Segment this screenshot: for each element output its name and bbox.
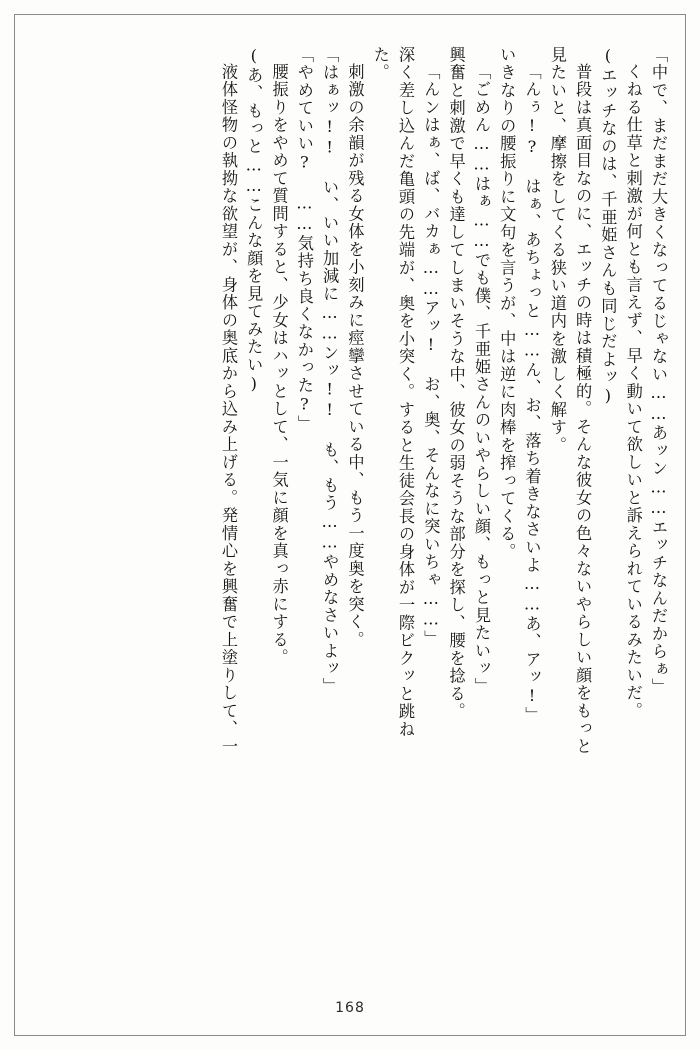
text-line: 液体怪物の執拗な欲望が、身体の奥底から込み上げる。発情心を興奮で上塗りして、一 (218, 63, 238, 756)
text-line: (あ、もっと……こんな顔を見てみたい) (244, 46, 264, 395)
text-line: 腰振りをやめて質問すると、少女はハッとして、一気に顔を真っ赤にする。 (269, 63, 289, 667)
text-line: 「中で、まだまだ大きくなってるじゃない……あッン……エッチなんだからぁ」 (649, 46, 668, 697)
text-line: 普段は真面目なのに、エッチの時は積極的。そんな彼女の色々ないやらしい顔をもっと (573, 63, 593, 756)
page-number: 168 (335, 1000, 365, 1016)
text-line: 興奮と刺激で早くも達してしまいそうな中、彼女の弱そうな部分を探し、腰を捻る。 (446, 46, 466, 721)
text-line: 「んンはぁ、ば、バカぁ……アッ! お、奥、そんなに突いちゃ……」 (421, 63, 441, 648)
text-line: 刺激の余韻が残る女体を小刻みに痙攣させている中、もう一度奥を突く。 (345, 63, 365, 649)
text-line: 「はぁッ!! い、いい加減に……ンッ!! も、もう……やめなさいよッ」 (320, 46, 340, 696)
text-line: 「んぅ!? はぁ、あちょっと……ん、お、落ち着きなさいよ……あ、アッ!」 (522, 63, 542, 725)
text-line: た。 (370, 46, 390, 82)
text-line: いきなりの腰振りに文句を言うが、中は逆に肉棒を搾ってくる。 (497, 46, 517, 561)
text-line: 見たいと、摩擦をしてくる狭い道内を激しく解す。 (547, 46, 567, 455)
vertical-text-body (34, 46, 666, 976)
text-line: 深く差し込んだ亀頭の先端が、奥を小突く。すると生徒会長の身体が一際ビクッと跳ね (396, 46, 416, 739)
text-line: くねる仕草と刺激が何とも言えず、早く動いて欲しいと訴えられているみたいだ。 (623, 63, 643, 720)
text-line: (エッチなのは、千亜姫さんも同じだよッ) (598, 46, 618, 407)
text-line: 「やめていい? ……気持ち良くなかった?」 (294, 46, 314, 433)
text-line: 「ごめん……はぁ……でも僕、千亜姫さんのいやらしい顔、もっと見たいッ」 (471, 63, 491, 696)
